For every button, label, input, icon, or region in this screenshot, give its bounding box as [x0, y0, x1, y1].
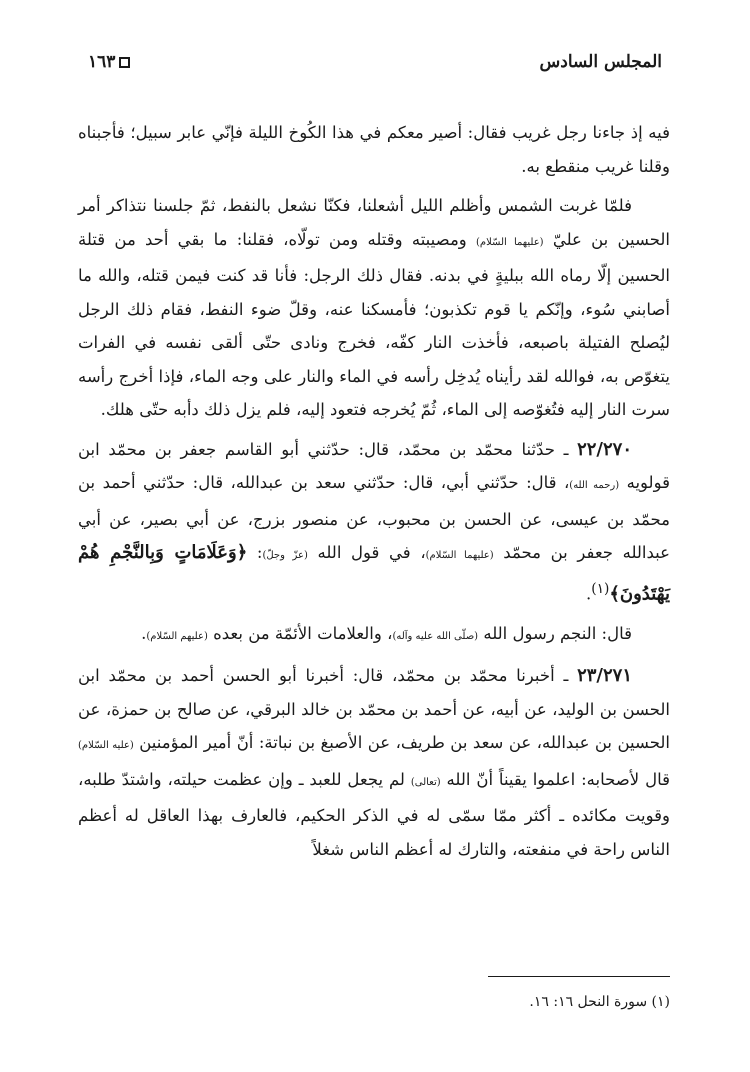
square-ornament-icon [119, 57, 130, 68]
paragraph-text: ـ أخبرنا محمّد بن محمّد، قال: أخبرنا أبو الحسن أحمد بن محمّد ابن الحسن بن الوليد، عن أبيه، عن أحمد بن محمّد بن خالد البرقي، عن صالح بن حمزة، عن الحسين بن عبدالله، عن سعد بن طريف، عن الأصبغ بن نباتة: أنّ أمير المؤمنين [78, 666, 671, 752]
paragraph-text: قال لأصحابه: اعلموا يقيناً أنّ الله [446, 769, 670, 789]
footnote: (١) سورة النحل ١٦: ١٦. [529, 994, 670, 1010]
honorific: (عزّ وجلّ) [262, 550, 308, 561]
paragraph-text: ومصيبته وقتله ومن تولّاه، فقلنا: ما بقي أحد من قتلة الحسين إلّا رماه الله ببليةٍ في بدنه. فقال ذلك الرجل: فأنا قد كنت فيمن قتله، والله ما أصابني سُوء، وإنّكم يا قوم تكذبون؛ فأمسكنا عنه، وقلّ ضوء النفط، فقام ذلك الرجل ليُصلح الفتيلة باصبعه، فأخذت النار كفّه، فخرج ونادى حتّى ألقى نفسه في الفرات يتغوّص به، فوالله لقد رأيناه يُدخِل رأسه في الماء والنار على وجه الماء، فإذا أخرج رأسه سرت النار إليه فتُغوّصه إلى الماء، ثُمّ يُخرجه فتعود إليه، فلم يزل ذلك دأبه حتّى هلك. [78, 229, 670, 419]
paragraph-text: . [141, 623, 147, 643]
paragraph [78, 617, 670, 654]
honorific: (عليه السّلام) [78, 740, 134, 751]
honorific: (عليهما السّلام) [475, 236, 544, 248]
paragraph-text: ، والعلامات الأئمّة من بعده [213, 623, 393, 643]
paragraph-text: . [585, 584, 592, 603]
page-number-text: ١٦٣ [88, 52, 116, 72]
honorific: (عليهما السّلام) [425, 550, 494, 561]
paragraph-text: لم يجعل للعبد ـ وإن عظمت حيلته، واشتدّ طلبه، وقويت مكائده ـ أكثر ممّا سمّى له في الذكر الحكيم، فالعارف بهذا العاقل له أعظم الناس راحة في منفعته، والتارك له أعظم الناس شغلاً [78, 769, 670, 859]
paragraph-text: ، قال: حدّثني أبي، قال: حدّثني سعد بن عبدالله، قال: حدّثني أحمد بن محمّد بن عيسى، عن الحسن بن محبوب، عن منصور بزرج، عن أبي بصير، عن أبي عبدالله جعفر بن محمّد [78, 473, 670, 562]
paragraph-text: قال: النجم رسول الله [483, 623, 632, 643]
paragraph [78, 116, 670, 183]
paragraph-text: : [256, 543, 263, 562]
main-text [78, 116, 670, 872]
running-header [88, 52, 662, 80]
paragraph-text: فيه إذ جاءنا رجل غريب فقال: أصير معكم في هذا الكُوخ الليلة فإنّي عابر سبيل؛ فأجبناه وقلنا غريب منقطع به. [78, 123, 670, 176]
hadith-number: ٢٣/٢٧١ [577, 665, 632, 686]
paragraph-text: ، في قول الله [317, 543, 426, 562]
honorific: (رحمه الله) [569, 480, 620, 491]
footnote-reference[interactable]: (١) [591, 580, 610, 597]
page-number [88, 52, 130, 72]
paragraph-text: ـ حدّثنا محمّد بن محمّد، قال: حدّثني أبو القاسم جعفر بن محمّد ابن قولويه [78, 439, 670, 492]
honorific: (صلّى الله عليه وآله) [392, 630, 479, 642]
hadith-number: ٢٢/٢٧٠ [577, 438, 632, 460]
paragraph-text: فلمّا غربت الشمس وأظلم الليل أشعلنا، فكنّا نشعل بالنفط، ثمّ جلسنا نتذاكر أمر الحسين بن عليّ [78, 196, 671, 249]
hadith-paragraph [78, 433, 670, 611]
footnote-divider [488, 976, 670, 977]
quran-verse: ﴿وَعَلَامَاتٍ وَبِالنَّجْمِ هُمْ يَهْتَدُونَ﴾ [78, 542, 670, 604]
honorific: (تعالى) [410, 776, 441, 788]
honorific: (عليهم السّلام) [146, 630, 208, 642]
hadith-paragraph [78, 659, 670, 866]
paragraph [78, 189, 670, 427]
chapter-title: المجلس السادس [539, 52, 662, 72]
